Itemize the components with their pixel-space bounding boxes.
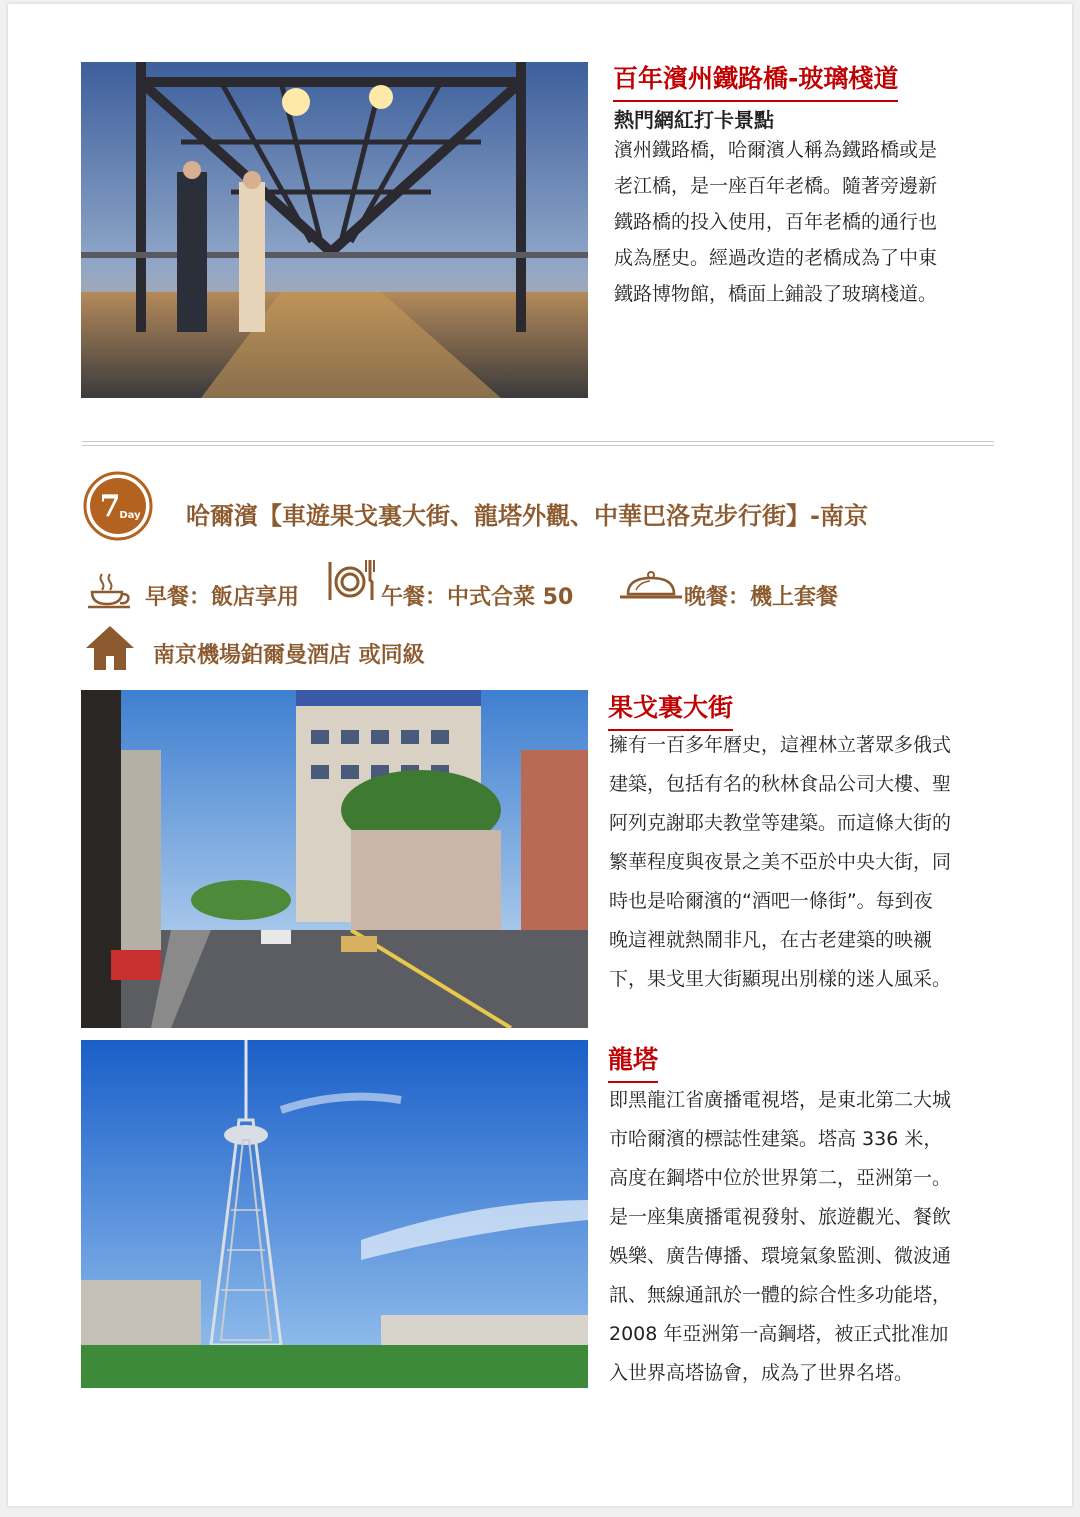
text-line: 市哈爾濱的標誌性建築。塔高 336 米， (609, 1128, 943, 1150)
text-line: 建築，包括有名的秋林食品公司大樓、聖 (609, 773, 952, 795)
itinerary-page (8, 4, 1072, 1506)
bridge-photo (81, 62, 588, 398)
section1-title: 百年濱州鐵路橋-玻璃棧道 (613, 59, 898, 102)
text-line: 2008 年亞洲第一高鋼塔，被正式批准加 (609, 1323, 949, 1345)
day-badge (82, 470, 154, 542)
hotel-label: 南京機場鉑爾曼酒店 或同級 (153, 643, 425, 668)
day-label: Day (119, 510, 141, 521)
lunch-label: 午餐：中式合菜 50 (381, 585, 574, 610)
text-line: 即黑龍江省廣播電視塔，是東北第二大城 (609, 1089, 952, 1111)
text-line: 訊、無線通訊於一體的綜合性多功能塔， (609, 1284, 952, 1306)
text-line: 是一座集廣播電視發射、旅遊觀光、餐飲 (609, 1206, 952, 1228)
section1-description (614, 132, 937, 312)
text-line: 濱州鐵路橋，哈爾濱人稱為鐵路橋或是 (614, 139, 938, 161)
text-line: 阿列克謝耶夫教堂等建築。而這條大街的 (609, 812, 952, 834)
text-line: 晚這裡就熱鬧非凡，在古老建築的映襯 (609, 929, 933, 951)
dragon-tower-photo (81, 1040, 588, 1388)
cloche-icon (618, 570, 684, 602)
text-line: 高度在鋼塔中位於世界第二，亞洲第一。 (609, 1167, 952, 1189)
text-line: 娛樂、廣告傳播、環境氣象監測、微波通 (609, 1245, 952, 1267)
teacup-icon (86, 570, 138, 610)
section3-title: 龍塔 (608, 1040, 658, 1083)
gogol-street-photo (81, 690, 588, 1028)
section-divider (82, 441, 994, 446)
text-line: 繁華程度與夜景之美不亞於中央大街，同 (609, 851, 952, 873)
breakfast-label: 早餐：飯店享用 (145, 585, 300, 610)
text-line: 時也是哈爾濱的“酒吧一條街”。每到夜 (609, 890, 933, 912)
text-line: 擁有一百多年曆史，這裡林立著眾多俄式 (609, 734, 952, 756)
house-icon (84, 624, 136, 672)
day-title: 哈爾濱【車遊果戈裏大街、龍塔外觀、中華巴洛克步行街】-南京 (186, 502, 868, 530)
section3-description (609, 1081, 951, 1393)
text-line: 下，果戈里大街顯現出別樣的迷人風采。 (609, 968, 952, 990)
section1-subtitle: 熱門網紅打卡景點 (614, 108, 774, 132)
section2-title: 果戈裏大街 (608, 688, 733, 731)
dinner-label: 晚餐：機上套餐 (684, 585, 839, 610)
plate-cutlery-icon (326, 556, 378, 604)
day-number: 7 (99, 489, 121, 524)
text-line: 老江橋，是一座百年老橋。隨著旁邊新 (614, 175, 938, 197)
text-line: 鐵路博物館，橋面上鋪設了玻璃棧道。 (614, 283, 938, 305)
text-line: 入世界高塔協會，成為了世界名塔。 (609, 1362, 914, 1384)
text-line: 鐵路橋的投入使用，百年老橋的通行也 (614, 211, 938, 233)
text-line: 成為歷史。經過改造的老橋成為了中東 (614, 247, 938, 269)
section2-description (609, 726, 951, 999)
